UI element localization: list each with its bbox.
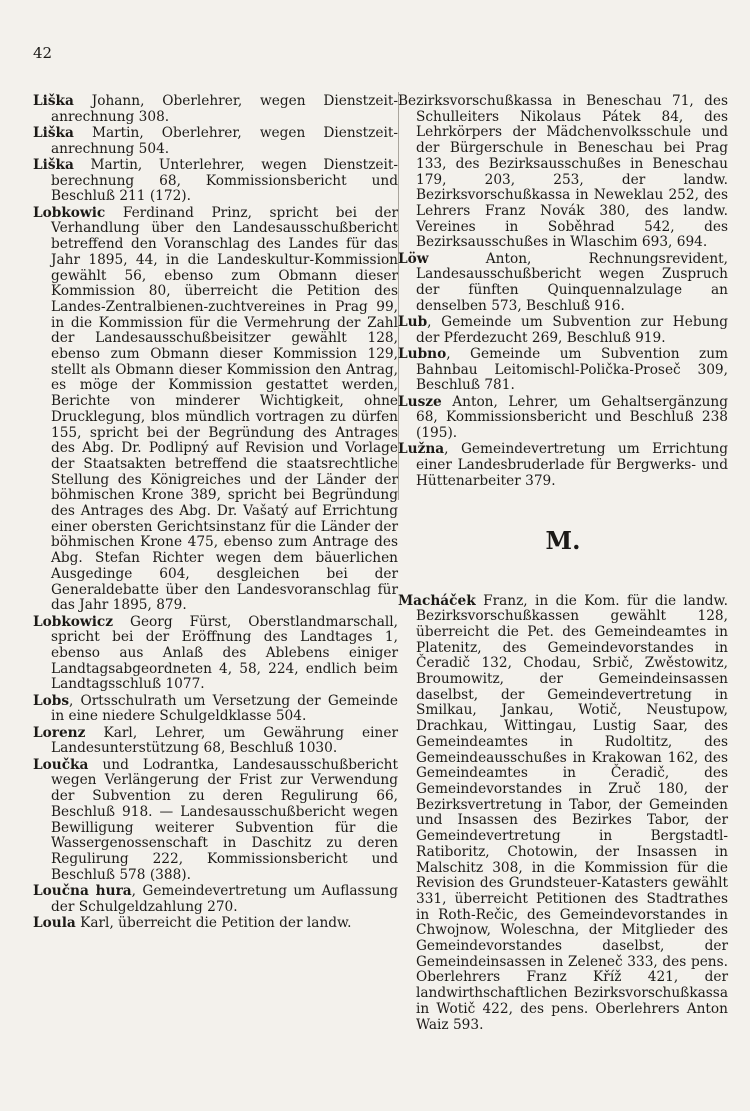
entry-text: , Gemeinde um Subvention zur Hebung der Pferdezucht 269, Beschluß 919. (416, 314, 728, 346)
entry-text: Anton, Lehrer, um Gehaltsergänzung 68, Kommissionsbericht und Beschluß 238 (195). (416, 393, 728, 442)
index-entry (33, 615, 398, 694)
entry-text: Ferdinand Prinz, spricht bei der Verhandlung über den Landesausschußbericht betreffend den Voranschlag des Landes für das Jahr 1895, 44, in die Landeskultur-Kommission gewählt 56, ebenso zum Obmann dieser Kommission 80, überreicht die Petition des Landes-Zentralbienen-zuchtvereines in Prag 99, in die Kommission für die Vermehrung der Zahl der Landesausschußbeisitzer gewählt 128, ebenso zum Obmann dieser Kommission 129, stellt als Obmann dieser Kommission den Antrag, es möge der Kommission gestattet werden, Berichte von minderer Wichtigkeit, ohne Drucklegung, blos mündlich vortragen zu dürfen 155, spricht bei der Begründung des Antrages des Abg. Dr. Podlipný auf Revision und Vorlage der Staatsakten betreffend die staatsrechtliche Stellung des Königreiches und der Länder der böhmischen Krone 389, spricht bei Begründung des Antrages des Abg. Dr. Vašatý auf Errichtung einer obersten Gerichtsinstanz für die Länder der böhmischen Krone 475, ebenso zum Antrage des Abg. Stefan Richter wegen dem bäuerlichen Ausgedinge 604, desgleichen bei der Generaldebatte über den Landesvoranschlag für das Jahr 1895, 879. (51, 204, 398, 614)
index-entry (398, 442, 728, 489)
entry-headword: Liška (33, 93, 74, 109)
left-column (33, 94, 398, 932)
entry-headword: Loučka (33, 756, 89, 773)
entry-headword: Lorenz (33, 724, 86, 741)
entry-headword: Lusze (398, 393, 442, 410)
entry-text: , Gemeinde um Subvention zum Bahnbau Leitomischl-Polička-Proseč 309, Beschluß 781. (416, 346, 728, 394)
section-letter-heading: M. (545, 525, 581, 555)
entry-text: Franz, in die Kom. für die landw. Bezirksvorschußkassen gewählt 128, überreicht die Pet. des Gemeindeamtes in Platenitz, des Gemeindevorstandes in Čeradič 132, Chodau, Srbič, Zwěstowitz, Broumowitz, der Gemeindeinsassen daselbst, der Gemeindevertretung in Smilkau, Jankau, Wotič, Neustupow, Drachkau, Wittingau, Lustig Saar, des Gemeindeamtes in Rudoltitz, des Gemeindeausschußes in Krakowan 162, des Gemeindeamtes in Čeradič, des Gemeindevorstandes in Zruč 180, der Bezirksvertretung in Tabor, der Gemeinden und Insassen des Bezirkes Tabor, der Gemeindevertretung in Bergstadtl-Ratiboritz, Chotowin, der Insassen in Malschitz 308, in die Kommission für die Revision des Grundsteuer-Katasters gewählt 331, überreicht Petitionen des Stadtrathes in Roth-Rečic, des Gemeindevorstandes in Chwojnow, Woleschna, der Mitglieder des Gemeindevorstandes daselbst, der Gemeindeinsassen in Zeleneč 333, des pens. Oberlehrers Franz Kříž 421, der landwirthschaftlichen Bezirksvorschußkassa in Wotič 422, des pens. Oberlehrers Anton Waiz 593. (416, 592, 728, 1033)
entry-text: , Gemeindevertretung um Errichtung einer Landesbruderlade für Bergwerks- und Hüttenarbeiter 379. (416, 441, 728, 489)
index-entry (33, 884, 398, 915)
index-entry (33, 126, 398, 157)
entry-text: Anton, Rechnungsrevident, Landesausschußbericht wegen Zuspruch der fünften Quinquennalzulage an denselben 573, Beschluß 916. (416, 250, 728, 314)
index-entry (33, 158, 398, 205)
entry-headword: Macháček (398, 592, 476, 609)
entry-text: Karl, Lehrer, um Gewährung einer Landesunterstützung 68, Beschluß 1030. (51, 724, 398, 757)
entry-headword: Löw (398, 250, 429, 267)
entry-text: und Lodrantka, Landesausschußbericht wegen Verlängerung der Frist zur Verwendung der Subvention zu deren Regulirung 66, Beschluß 918. — Landesausschußbericht wegen Bewilligung weiterer Subvention für die Wassergenossenschaft in Daschitz zu deren Regulirung 222, Kommissionsbericht und Beschluß 578 (388). (51, 756, 398, 883)
entry-text: , Gemeindevertretung um Auflassung der Schulgeldzahlung 270. (51, 882, 398, 915)
entry-headword: Lubno (398, 346, 447, 363)
index-entry (398, 395, 728, 442)
entry-text: Johann, Oberlehrer, wegen Dienstzeit-anrechnung 308. (51, 93, 398, 125)
entry-headword: Lub (398, 314, 428, 331)
entry-headword: Lužna (398, 441, 445, 458)
entry-text: Georg Fürst, Oberstlandmarschall, spricht bei der Eröffnung des Landtages 1, ebenso aus Anlaß des Ablebens einiger Landtagsabgeordneten 4, 58, 224, endlich beim Landtagsschluß 1077. (51, 613, 398, 693)
index-entry (398, 252, 728, 315)
entry-text: Bezirksvorschußkassa in Beneschau 71, des Schulleiters Nikolaus Pátek 84, des Lehrkörpers der Mädchenvolksschule und der Bürgerschule in Beneschau bei Prag 133, des Bezirksausschußes in Beneschau 179, 203, 253, der landw. Bezirksvorschußkassa in Neweklau 252, des Lehrers Franz Novák 380, des landw. Vereines in Soběhrad 542, des Bezirksausschußes in Wlaschim 693, 694. (398, 93, 728, 251)
entry-text: , Ortsschulrath um Versetzung der Gemeinde in eine niedere Schulgeldklasse 504. (51, 692, 398, 725)
index-entry (33, 758, 398, 884)
index-entry (398, 594, 728, 1034)
index-entry (33, 94, 398, 125)
page-number: 42 (33, 44, 53, 62)
index-entry (398, 315, 728, 346)
entry-headword: Lobs (33, 692, 70, 709)
index-entry (33, 694, 398, 725)
entry-headword: Liška (33, 125, 74, 141)
right-column (398, 94, 728, 1034)
entry-headword: Lobkowic (33, 204, 106, 221)
entry-text: Martin, Unterlehrer, wegen Dienstzeit-berechnung 68, Kommissionsbericht und Beschluß 211 (172). (51, 157, 398, 205)
entry-text: Karl, überreicht die Petition der landw. (75, 914, 352, 931)
entry-headword: Loula (33, 914, 76, 931)
index-entry (33, 206, 398, 614)
index-entry-continued (398, 94, 728, 251)
index-entry (33, 726, 398, 757)
entry-headword: Loučna hura (33, 882, 132, 899)
index-entry (33, 916, 398, 932)
index-entry (398, 347, 728, 394)
entry-headword: Lobkowicz (33, 613, 114, 630)
entry-headword: Liška (33, 157, 74, 173)
entry-text: Martin, Oberlehrer, wegen Dienstzeit-anrechnung 504. (51, 125, 398, 157)
